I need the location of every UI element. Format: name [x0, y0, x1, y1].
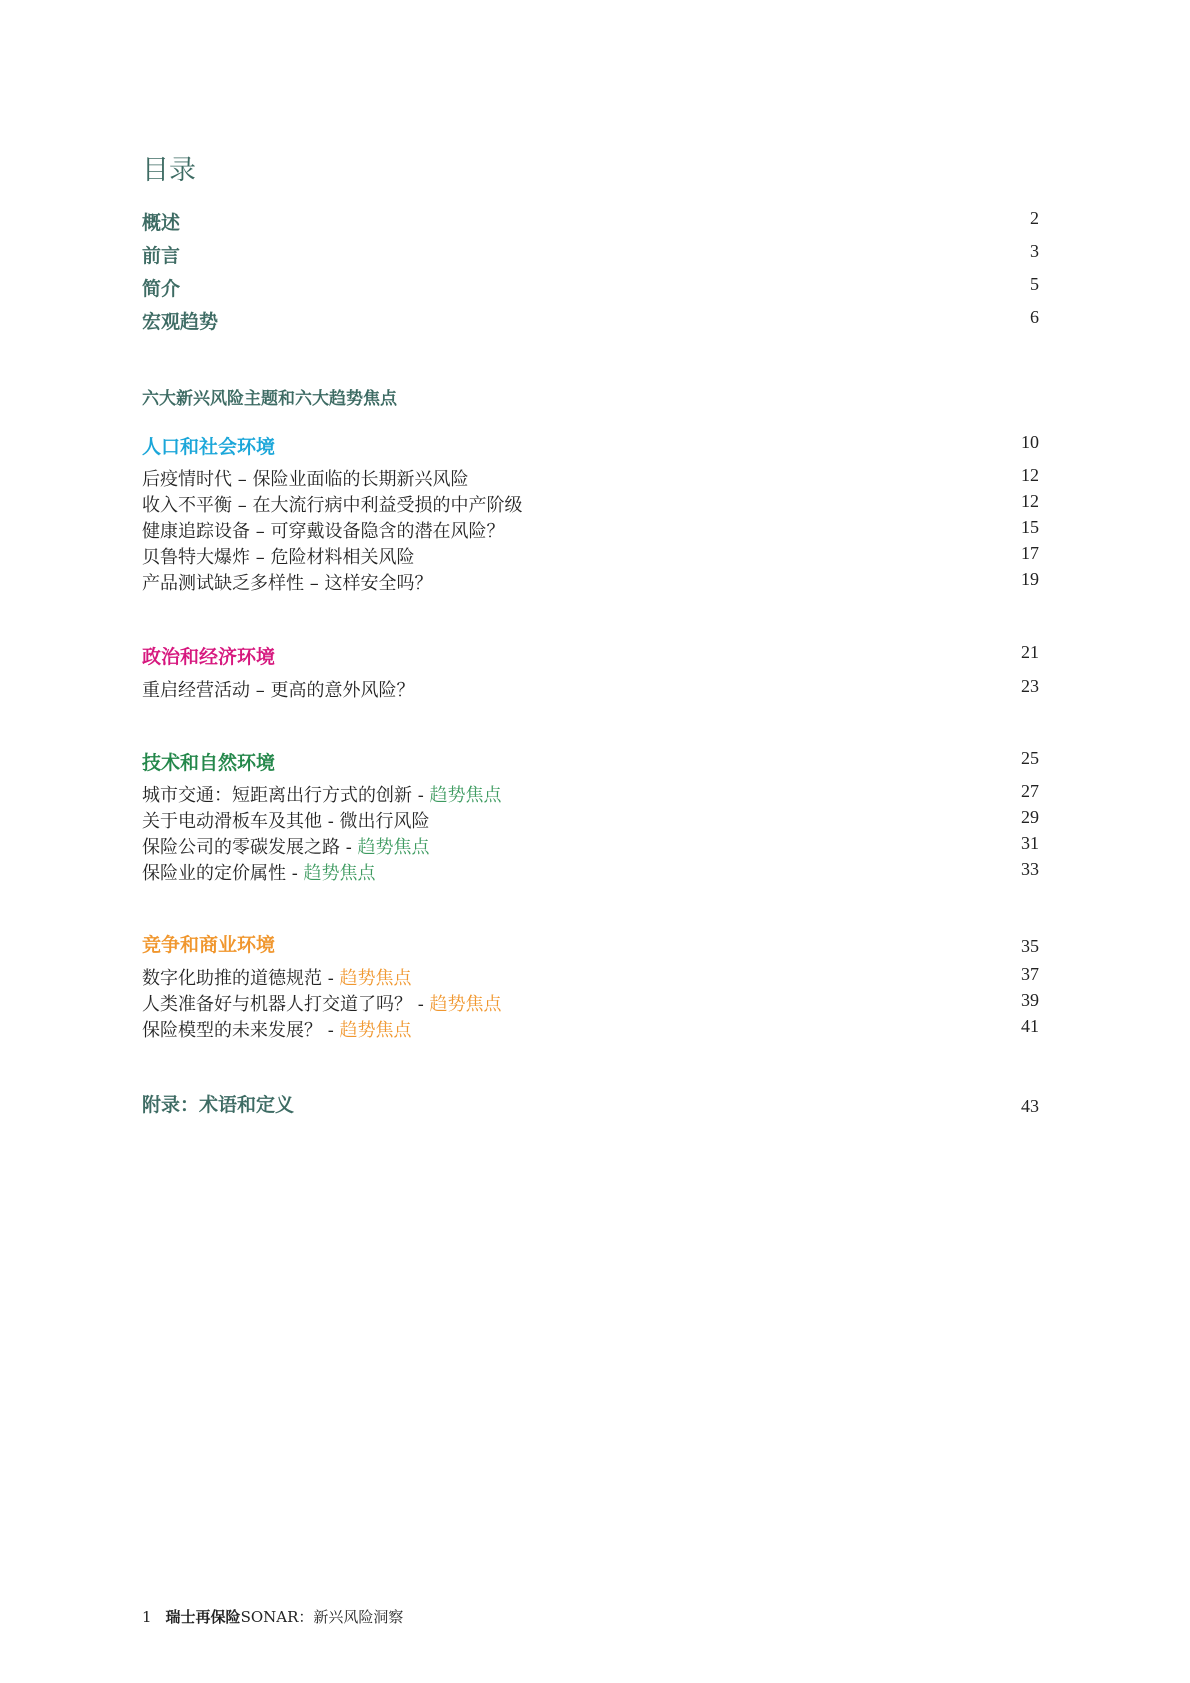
toc-page-number: 12: [1021, 465, 1039, 485]
toc-item[interactable]: [142, 964, 1039, 990]
toc-item[interactable]: [142, 569, 1039, 595]
toc-entry-label: 附录：术语和定义: [142, 1094, 295, 1116]
toc-page-number: 15: [1021, 517, 1039, 537]
toc-page-number: 6: [1030, 307, 1039, 327]
toc-item-label: 健康追踪设备 – 可穿戴设备隐含的潜在风险？: [142, 521, 505, 542]
toc-page-number: 39: [1021, 990, 1039, 1010]
toc-item-label: 重启经营活动 – 更高的意外风险？: [142, 680, 415, 701]
toc-page-number: 3: [1030, 241, 1039, 261]
toc-item-label: 关于电动滑板车及其他 - 微出行风险: [142, 811, 430, 832]
footer-page-number: 1: [142, 1608, 152, 1626]
toc-page-number: 43: [1021, 1096, 1039, 1116]
toc-item-label: 收入不平衡 – 在大流行病中利益受损的中产阶级: [142, 495, 523, 516]
trend-focus-tag: 趋势焦点: [339, 968, 412, 989]
toc-page-number: 25: [1021, 748, 1039, 768]
toc-entry-introduction[interactable]: [142, 274, 1039, 300]
toc-item-label: 城市交通：短距离出行方式的创新 -: [142, 785, 430, 806]
toc-page-number: 21: [1021, 642, 1039, 662]
toc-page-number: 37: [1021, 964, 1039, 984]
trend-focus-tag: 趋势焦点: [429, 994, 502, 1015]
toc-page-number: 29: [1021, 807, 1039, 827]
toc-item[interactable]: [142, 676, 1039, 702]
section-heading-business[interactable]: [142, 930, 1039, 956]
toc-page-number: 17: [1021, 543, 1039, 563]
section-heading-politics[interactable]: [142, 642, 1039, 668]
section-heading-label: 竞争和商业环境: [142, 934, 276, 956]
toc-item[interactable]: [142, 1016, 1039, 1042]
toc-page-number: 33: [1021, 859, 1039, 879]
toc-entry-appendix[interactable]: [142, 1090, 1039, 1116]
footer-brand: 瑞士再保险: [165, 1608, 241, 1626]
toc-item-label: 人类准备好与机器人打交道了吗？ -: [142, 994, 430, 1015]
toc-page-number: 23: [1021, 676, 1039, 696]
toc-entry-label: 概述: [142, 212, 181, 234]
trend-focus-tag: 趋势焦点: [357, 837, 430, 858]
trend-focus-tag: 趋势焦点: [303, 863, 376, 884]
toc-page-number: 10: [1021, 432, 1039, 452]
toc-entry-label: 宏观趋势: [142, 311, 219, 333]
themes-heading-label: 六大新兴风险主题和六大趋势焦点: [142, 389, 397, 409]
toc-page-number: 31: [1021, 833, 1039, 853]
section-heading-society[interactable]: [142, 432, 1039, 458]
section-heading-label: 技术和自然环境: [142, 752, 276, 774]
section-heading-label: 人口和社会环境: [142, 436, 276, 458]
themes-heading: [142, 384, 1039, 410]
toc-entry-overview[interactable]: [142, 208, 1039, 234]
toc-entry-label: 简介: [142, 278, 181, 300]
toc-page-number: 2: [1030, 208, 1039, 228]
toc-item-label: 保险模型的未来发展？ -: [142, 1020, 340, 1041]
footer-title: SONAR：新兴风险洞察: [240, 1608, 404, 1626]
toc-item[interactable]: [142, 833, 1039, 859]
toc-page-number: 35: [1021, 936, 1039, 956]
toc-item[interactable]: [142, 781, 1039, 807]
toc-item[interactable]: [142, 990, 1039, 1016]
toc-item[interactable]: [142, 517, 1039, 543]
toc-item-label: 保险公司的零碳发展之路 -: [142, 837, 358, 858]
toc-page-number: 5: [1030, 274, 1039, 294]
section-heading-label: 政治和经济环境: [142, 646, 276, 668]
toc-item[interactable]: [142, 491, 1039, 517]
toc-entry-foreword[interactable]: [142, 241, 1039, 267]
page-title: 目录: [142, 155, 196, 186]
toc-item[interactable]: [142, 859, 1039, 885]
toc-entry-label: 前言: [142, 245, 181, 267]
toc-item-label: 保险业的定价属性 -: [142, 863, 304, 884]
toc-page-number: 12: [1021, 491, 1039, 511]
toc-item-label: 后疫情时代 – 保险业面临的长期新兴风险: [142, 469, 469, 490]
toc-item-label: 贝鲁特大爆炸 – 危险材料相关风险: [142, 547, 415, 568]
toc-page-number: 19: [1021, 569, 1039, 589]
toc-page-number: 41: [1021, 1016, 1039, 1036]
toc-entry-macro-trends[interactable]: [142, 307, 1039, 333]
trend-focus-tag: 趋势焦点: [429, 785, 502, 806]
toc-page-number: 27: [1021, 781, 1039, 801]
section-heading-technology[interactable]: [142, 748, 1039, 774]
toc-item-label: 数字化助推的道德规范 -: [142, 968, 340, 989]
toc-item[interactable]: [142, 807, 1039, 833]
toc-item[interactable]: [142, 465, 1039, 491]
toc-item-label: 产品测试缺乏多样性 – 这样安全吗？: [142, 573, 433, 594]
toc-item[interactable]: [142, 543, 1039, 569]
page-footer: [142, 1606, 403, 1627]
trend-focus-tag: 趋势焦点: [339, 1020, 412, 1041]
